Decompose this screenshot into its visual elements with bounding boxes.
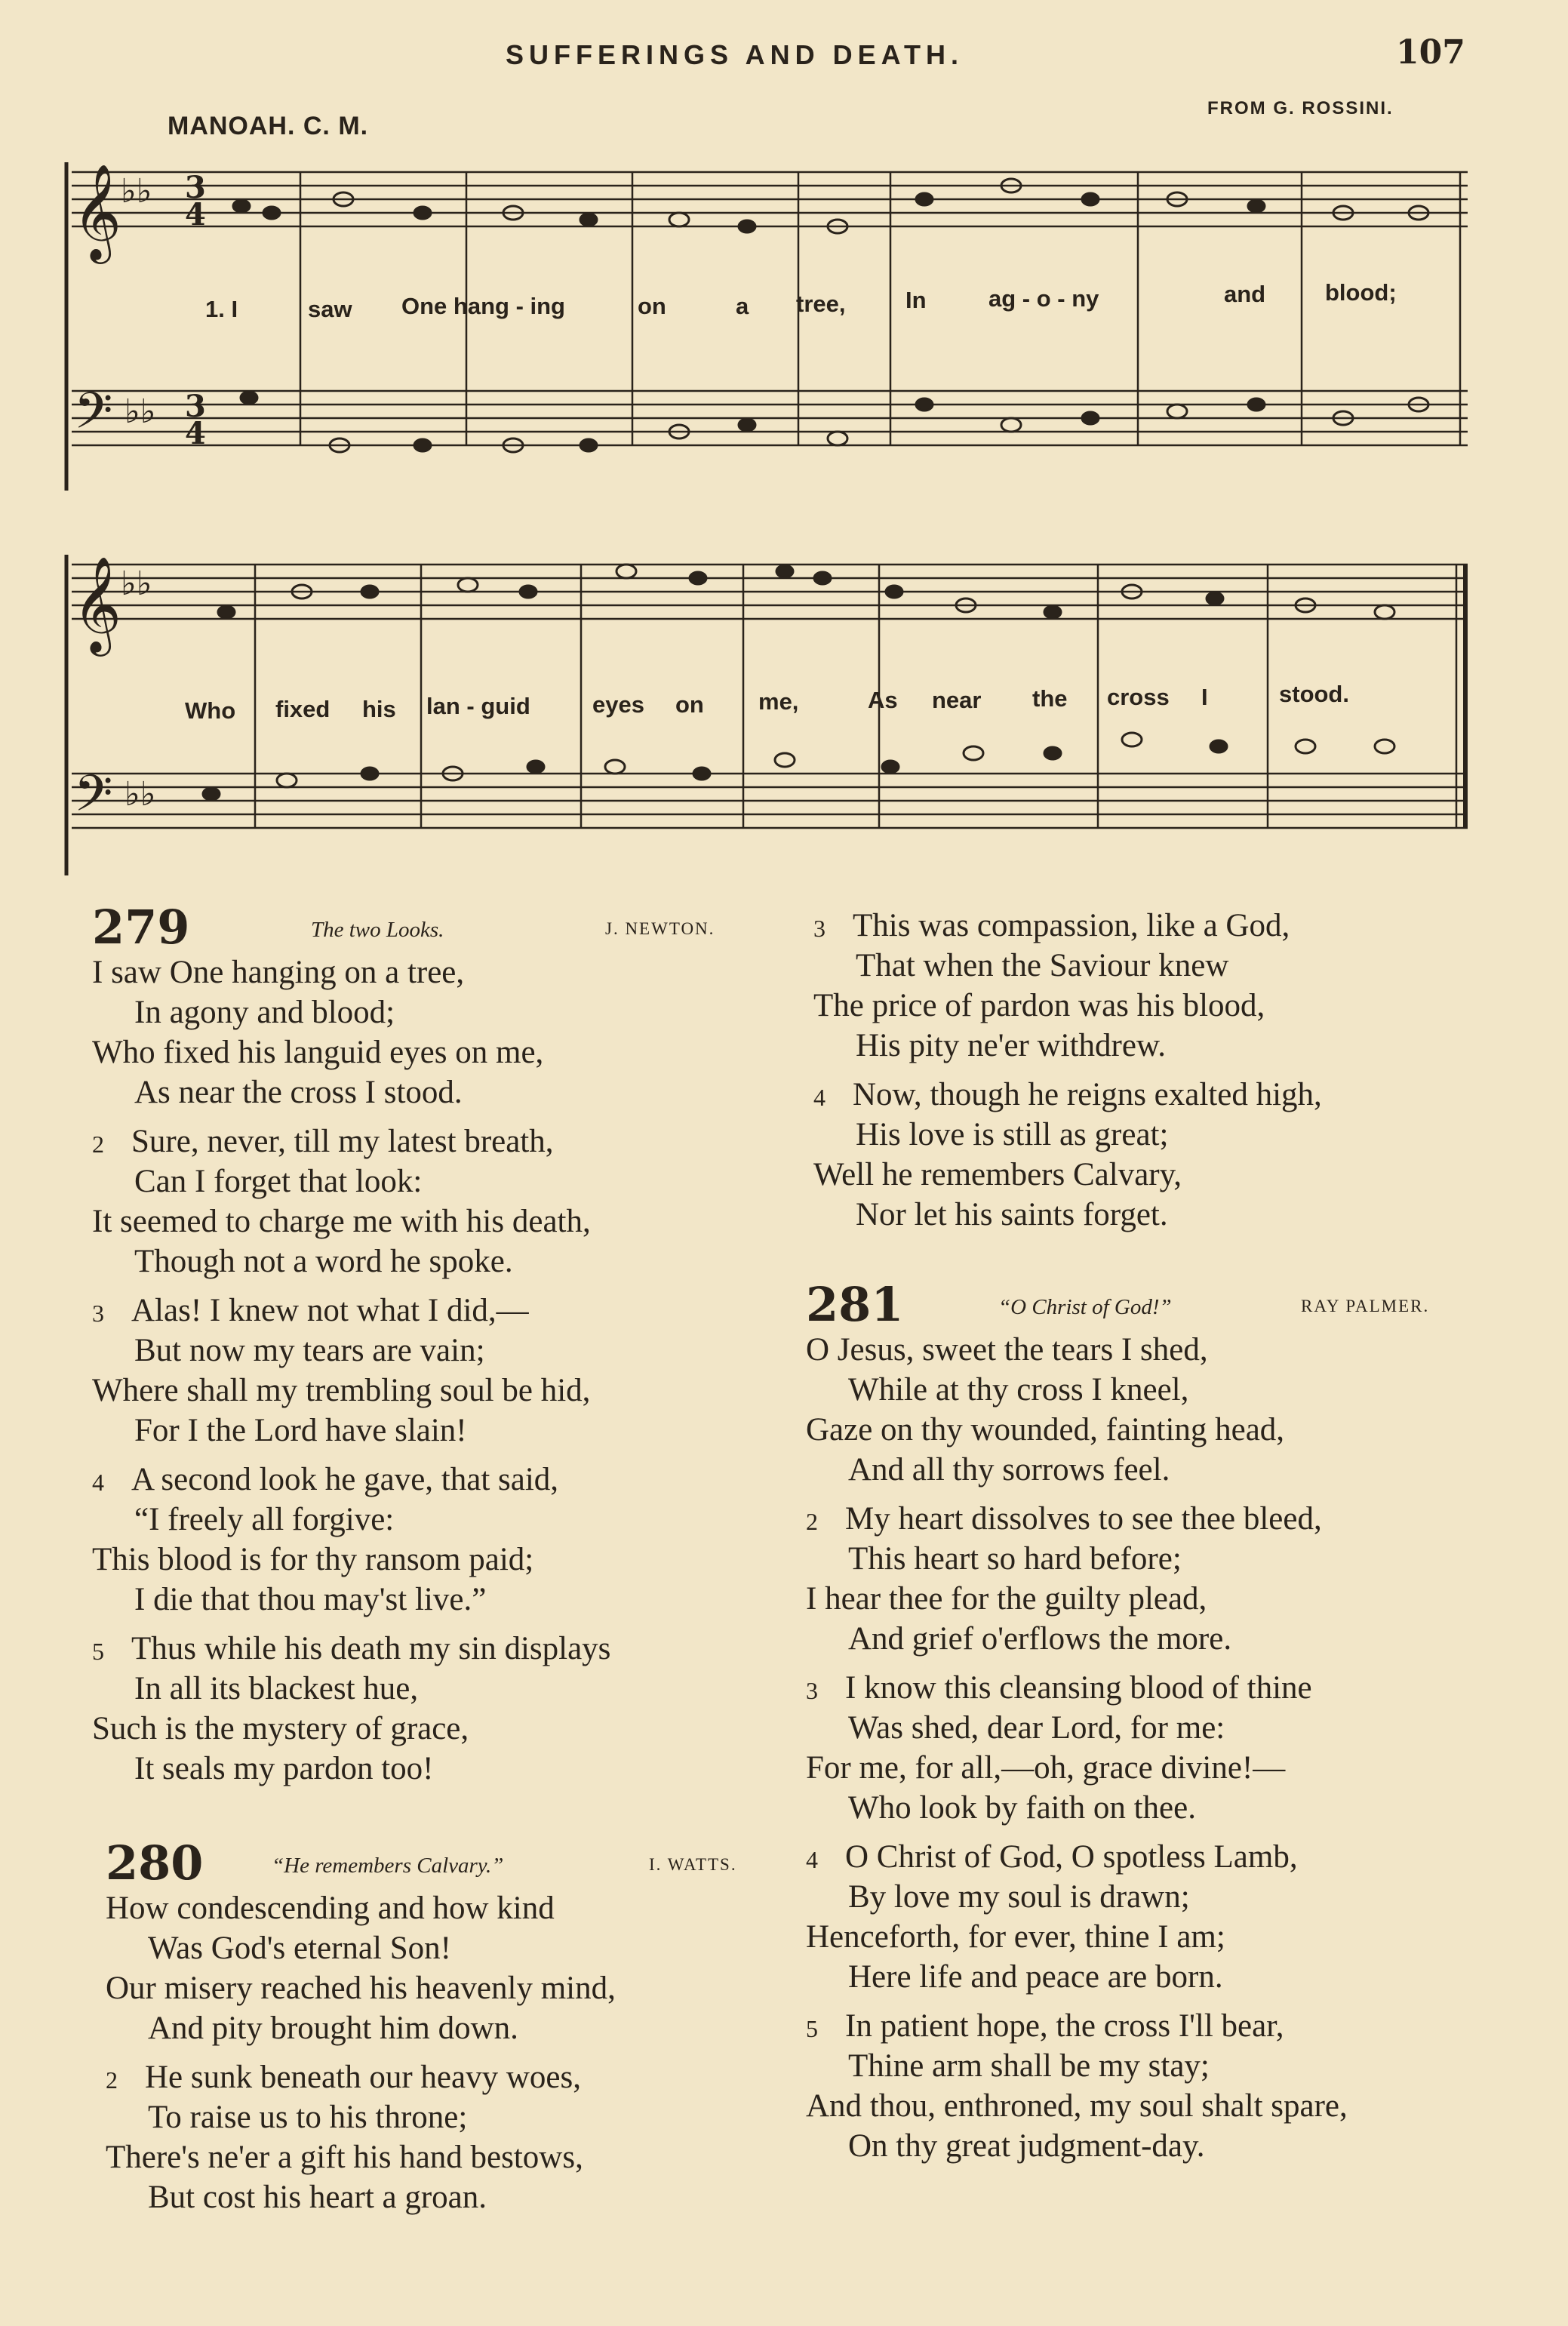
verse-line: Who fixed his languid eyes on me, [92,1035,544,1070]
verse-line: There's ne'er a gift his hand bestows, [106,2140,583,2175]
lyric-syllable: a [736,293,749,319]
verse-line: As near the cross I stood. [134,1075,463,1110]
stanza-number: 4 [806,1846,818,1873]
stanza [106,2057,785,2217]
verse-line: By love my soul is drawn; [848,1879,1190,1915]
verse-line: Nor let his saints forget. [856,1197,1168,1232]
stanza [806,1499,1485,1659]
music-score [0,0,1568,891]
verse-line: His love is still as great; [856,1117,1169,1152]
lyric-syllable: the [1032,685,1068,712]
verse-line: In all its blackest hue, [134,1671,419,1706]
stanza-number: 3 [806,1677,818,1704]
verse-line: I know this cleansing blood of thine [845,1670,1312,1706]
verse-line: I saw One hanging on a tree, [92,955,465,990]
hymn-number: 281 [806,1277,904,1332]
verse-line: Thus while his death my sin displays [131,1631,611,1666]
running-head: SUFFERINGS AND DEATH. [506,39,964,70]
verse-line: A second look he gave, that said, [131,1462,559,1497]
verse-line: The price of pardon was his blood, [813,988,1265,1023]
svg-text:3: 3 [185,389,206,424]
lyric-syllable: As [868,687,898,713]
lyric-syllable: me, [758,688,799,715]
hymn-title: “He remembers Calvary.” [272,1854,504,1878]
verse-line: Was God's eternal Son! [148,1931,451,1966]
stanza-number: 3 [813,915,826,942]
verse-line: Gaze on thy wounded, fainting head, [806,1412,1285,1448]
bass-clef: 𝄢 [74,382,113,452]
verse-line: And thou, enthroned, my soul shalt spare, [806,2088,1348,2124]
verse-line: While at thy cross I kneel, [848,1372,1189,1408]
time-signature: 3 [185,170,206,205]
stanza [813,1075,1493,1235]
lyric-syllable: Who [185,697,236,724]
verse-line: Who look by faith on thee. [848,1790,1196,1826]
svg-text:♭♭: ♭♭ [125,775,156,814]
verse-line: For me, for all,—oh, grace divine!— [806,1750,1286,1786]
stanza-number: 2 [92,1131,104,1158]
verse-line: Sure, never, till my latest breath, [131,1124,554,1159]
hymn-280-continued [813,906,1493,1244]
hymn-280 [106,1835,785,2226]
hymn-author: J. NEWTON. [605,919,715,938]
hymn-title: The two Looks. [311,918,444,942]
stanza-number: 4 [813,1084,826,1111]
verse-line: How condescending and how kind [106,1891,555,1926]
verse-line: To raise us to his throne; [148,2100,468,2135]
lyric-syllable: and [1224,281,1266,307]
verse-line: And pity brought him down. [148,2011,518,2046]
stanza [92,1291,771,1451]
hymn-number: 279 [92,900,190,955]
lyric-syllable: fixed [275,696,331,722]
verse-line: He sunk beneath our heavy woes, [145,2060,581,2095]
verse-line: Though not a word he spoke. [134,1244,513,1279]
key-signature: ♭♭ [121,172,152,211]
treble-clef: 𝄞 [72,163,122,260]
stanza [813,906,1493,1066]
hymn-author: RAY PALMER. [1301,1297,1430,1315]
verse-line: “I freely all forgive: [134,1502,395,1537]
verse-line: His pity ne'er withdrew. [856,1028,1166,1063]
lyric-syllable: eyes [592,691,644,718]
verse-line: Here life and peace are born. [848,1959,1223,1995]
lyric-syllable: on [675,691,704,718]
hymn-author: I. WATTS. [649,1855,737,1874]
svg-text:♭♭: ♭♭ [121,565,152,603]
page-number: 107 [1396,33,1465,72]
bass-staff-2 [72,774,1468,828]
lyric-syllable: saw [308,296,352,322]
hymn-title: “O Christ of God!” [998,1295,1172,1319]
lyric-syllable: One hang - ing [401,293,565,319]
verse-line: On thy great judgment-day. [848,2128,1205,2164]
lyric-syllable: 1. I [205,296,238,322]
stanza [92,952,771,1112]
verse-line: Alas! I knew not what I did,— [131,1293,529,1328]
verse-line: Thine arm shall be my stay; [848,2048,1210,2084]
verse-line: In agony and blood; [134,995,395,1030]
hymn-281 [806,1277,1485,2175]
verse-line: Our misery reached his heavenly mind, [106,1971,616,2006]
lyric-syllable: near [932,687,982,713]
stanza-number: 2 [106,2066,118,2094]
lyric-syllable: I [1201,684,1208,710]
hymn-279 [92,900,771,1798]
lyric-syllable: In [905,287,927,313]
barlines [255,172,1465,828]
verse-line: Was shed, dear Lord, for me: [848,1710,1225,1746]
verse-line: For I the Lord have slain! [134,1413,467,1448]
svg-text:𝄢: 𝄢 [74,765,113,835]
stanza-number: 4 [92,1469,104,1496]
treble-staff-2 [72,565,1468,619]
verse-line: And all thy sorrows feel. [848,1452,1170,1488]
stanza [806,1668,1485,1828]
hymn-number: 280 [106,1835,204,1891]
verse-line: Can I forget that look: [134,1164,423,1199]
verse-line: It seemed to charge me with his death, [92,1204,591,1239]
verse-line: O Christ of God, O spotless Lamb, [845,1839,1298,1875]
verse-line: Such is the mystery of grace, [92,1711,469,1746]
stanza-number: 2 [806,1508,818,1535]
svg-text:♭♭: ♭♭ [125,392,156,431]
lyric-syllable: ag - o - ny [988,285,1099,312]
stanza [92,1121,771,1281]
stanza-number: 5 [92,1638,104,1665]
stanza [806,1837,1485,1997]
svg-text:4: 4 [185,416,206,451]
verse-line: This was compassion, like a God, [853,908,1290,943]
svg-text:4: 4 [185,197,206,232]
verse-line: O Jesus, sweet the tears I shed, [806,1332,1208,1368]
tune-name: MANOAH. C. M. [168,112,369,140]
tune-attribution: FROM G. ROSSINI. [1207,98,1394,118]
verse-line: It seals my pardon too! [134,1751,434,1786]
verse-line: That when the Saviour knew [856,948,1229,983]
verse-line: Henceforth, for ever, thine I am; [806,1919,1225,1955]
verse-line: My heart dissolves to see thee bleed, [845,1501,1322,1537]
verse-line: This heart so hard before; [848,1541,1182,1577]
lyric-syllable: stood. [1279,681,1349,707]
lyric-syllable: his [362,696,396,722]
verse-line: But now my tears are vain; [134,1333,485,1368]
stanza [92,1460,771,1620]
stanza [106,1888,785,2048]
stanza [806,2006,1485,2166]
lyric-syllable: cross [1107,684,1170,710]
verse-line: I hear thee for the guilty plead, [806,1581,1207,1617]
lyric-syllable: blood; [1325,279,1397,306]
verse-line: Now, though he reigns exalted high, [853,1077,1322,1112]
lyric-syllable: on [638,293,666,319]
verse-line: But cost his heart a groan. [148,2180,487,2215]
verse-line: Well he remembers Calvary, [813,1157,1182,1192]
verse-line: In patient hope, the cross I'll bear, [845,2008,1284,2044]
verse-line: I die that thou may'st live.” [134,1582,487,1617]
lyric-syllable: lan - guid [426,693,530,719]
lyric-syllable: tree, [796,291,846,317]
svg-text:𝄞: 𝄞 [72,555,122,652]
verse-line: Where shall my trembling soul be hid, [92,1373,591,1408]
verse-line: And grief o'erflows the more. [848,1621,1232,1657]
verse-line: This blood is for thy ransom paid; [92,1542,534,1577]
stanza [806,1330,1485,1490]
stanza-number: 3 [92,1300,104,1327]
stanza-number: 5 [806,2015,818,2042]
stanza [92,1629,771,1789]
